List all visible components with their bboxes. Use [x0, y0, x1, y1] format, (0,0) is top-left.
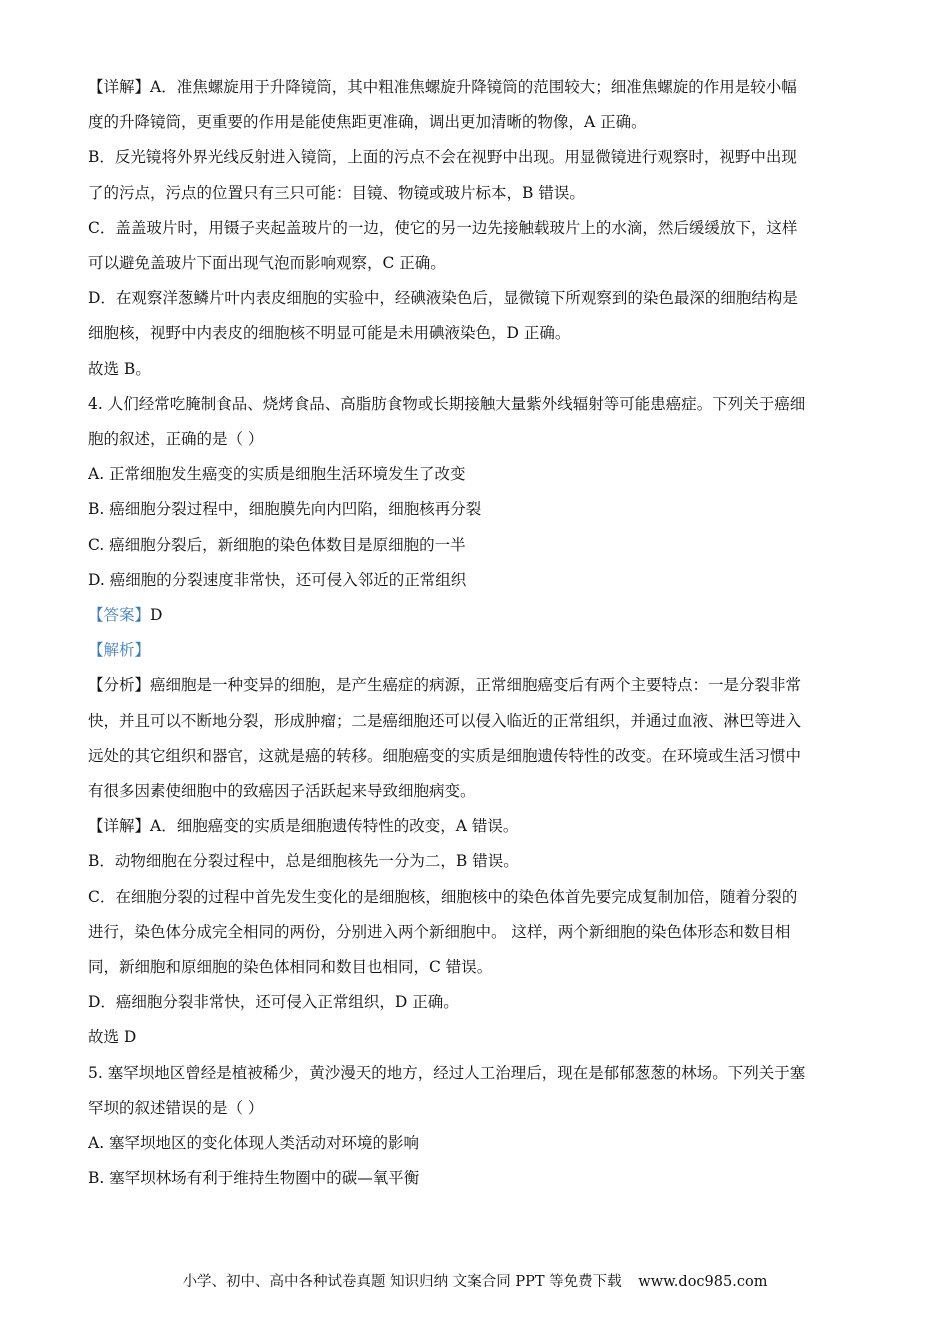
text-line: [88, 253, 868, 273]
text-line: [88, 394, 868, 414]
line-text: 可以避免盖玻片下面出现气泡而影响观察，C 正确。: [88, 254, 446, 272]
line-text: 胞的叙述，正确的是（ ）: [88, 430, 264, 448]
line-text: 远处的其它组织和器官，这就是癌的转移。细胞癌变的实质是细胞遗传特性的改变。在环境或生活习惯中: [88, 746, 802, 765]
line-text: 了的污点，污点的位置只有三只可能：目镜、物镜或玻片标本，B 错误。: [88, 183, 585, 202]
line-text: 细胞核，视野中内表皮的细胞核不明显可能是未用碘液染色，D 正确。: [88, 324, 571, 343]
text-line: [88, 887, 868, 907]
text-line: [88, 922, 868, 942]
text-line: [88, 429, 868, 449]
line-text: 故选 B。: [88, 359, 151, 378]
text-line: [88, 112, 868, 132]
text-line: [88, 605, 868, 625]
footer-url[interactable]: www.doc985.com: [638, 1274, 768, 1290]
line-text: C．在细胞分裂的过程中首先发生变化的是细胞核，细胞核中的染色体首先要完成复制加倍，随着分裂的: [88, 887, 798, 906]
text-line: [88, 992, 868, 1012]
line-text: B. 塞罕坝林场有利于维持生物圈中的碳—氧平衡: [88, 1169, 420, 1188]
page-footer: [0, 1270, 950, 1291]
text-line: [88, 464, 868, 484]
text-line: [88, 711, 868, 731]
text-line: [88, 1098, 868, 1118]
text-line: [88, 218, 868, 238]
text-line: [88, 1168, 868, 1188]
text-line: [88, 499, 868, 519]
text-line: [88, 1027, 868, 1047]
line-text: D. 癌细胞的分裂速度非常快，还可侵入邻近的正常组织: [88, 570, 467, 589]
answer-value: D: [150, 606, 163, 624]
text-line: [88, 147, 868, 167]
line-text: B. 癌细胞分裂过程中，细胞膜先向内凹陷，细胞核再分裂: [88, 500, 482, 519]
line-text: 5. 塞罕坝地区曾经是植被稀少，黄沙漫天的地方，经过人工治理后，现在是郁郁葱葱的林场。下列关于塞: [88, 1063, 806, 1082]
line-text: 快，并且可以不断地分裂，形成肿瘤；二是癌细胞还可以侵入临近的正常组织，并通过血液、淋巴等进入: [88, 711, 802, 730]
section-label: 【答案】: [88, 606, 151, 624]
text-line: [88, 77, 868, 97]
line-text: B．动物细胞在分裂过程中，总是细胞核先一分为二，B 错误。: [88, 852, 519, 871]
text-line: [88, 675, 868, 695]
line-text: C．盖盖玻片时，用镊子夹起盖玻片的一边，使它的另一边先接触载玻片上的水滴，然后缓缓放下，这样: [88, 218, 798, 237]
line-text: 进行，染色体分成完全相同的两份，分别进入两个新细胞中。 这样，两个新细胞的染色体形态和数目相: [88, 922, 791, 941]
text-line: [88, 640, 868, 660]
footer-text: 小学、初中、高中各种试卷真题 知识归纳 文案合同 PPT 等免费下载: [182, 1274, 622, 1290]
line-text: D．在观察洋葱鳞片叶内表皮细胞的实验中，经碘液染色后，显微镜下所观察到的染色最深的细胞结构是: [88, 289, 798, 308]
text-line: [88, 288, 868, 308]
line-text: 【详解】A．准焦螺旋用于升降镜筒，其中粗准焦螺旋升降镜筒的范围较大；细准焦螺旋的作用是较小幅: [88, 78, 797, 96]
text-line: [88, 851, 868, 871]
line-text: 度的升降镜筒，更重要的作用是能使焦距更准确，调出更加清晰的物像，A 正确。: [88, 113, 647, 132]
line-text: B．反光镜将外界光线反射进入镜筒，上面的污点不会在视野中出现。用显微镜进行观察时，视野中出现: [88, 148, 797, 167]
line-text: 【分析】癌细胞是一种变异的细胞，是产生癌症的病源，正常细胞癌变后有两个主要特点：一是分裂非常: [88, 676, 802, 695]
line-text: C. 癌细胞分裂后，新细胞的染色体数目是原细胞的一半: [88, 535, 466, 554]
text-line: [88, 183, 868, 203]
text-line: [88, 1133, 868, 1153]
line-text: 罕坝的叙述错误的是（ ）: [88, 1098, 264, 1117]
line-text: D．癌细胞分裂非常快，还可侵入正常组织，D 正确。: [88, 993, 459, 1012]
text-line: [88, 535, 868, 555]
text-line: [88, 1063, 868, 1083]
text-line: [88, 816, 868, 836]
text-line: [88, 746, 868, 766]
line-text: A. 塞罕坝地区的变化体现人类活动对环境的影响: [88, 1134, 420, 1152]
section-label: 【解析】: [88, 641, 151, 660]
line-text: 有很多因素使细胞中的致癌因子活跃起来导致细胞病变。: [88, 782, 476, 800]
line-text: A. 正常细胞发生癌变的实质是细胞生活环境发生了改变: [88, 465, 466, 484]
line-text: 【详解】A．细胞癌变的实质是细胞遗传特性的改变，A 错误。: [88, 817, 519, 836]
text-line: [88, 359, 868, 379]
line-text: 4. 人们经常吃腌制食品、烧烤食品、高脂肪食物或长期接触大量紫外线辐射等可能患癌症。下列关于癌细: [88, 394, 806, 413]
text-line: [88, 781, 868, 801]
text-line: [88, 957, 868, 977]
line-text: 同，新细胞和原细胞的染色体相同和数目也相同，C 错误。: [88, 958, 493, 976]
line-text: 故选 D: [88, 1028, 137, 1047]
text-line: [88, 570, 868, 590]
text-line: [88, 323, 868, 343]
